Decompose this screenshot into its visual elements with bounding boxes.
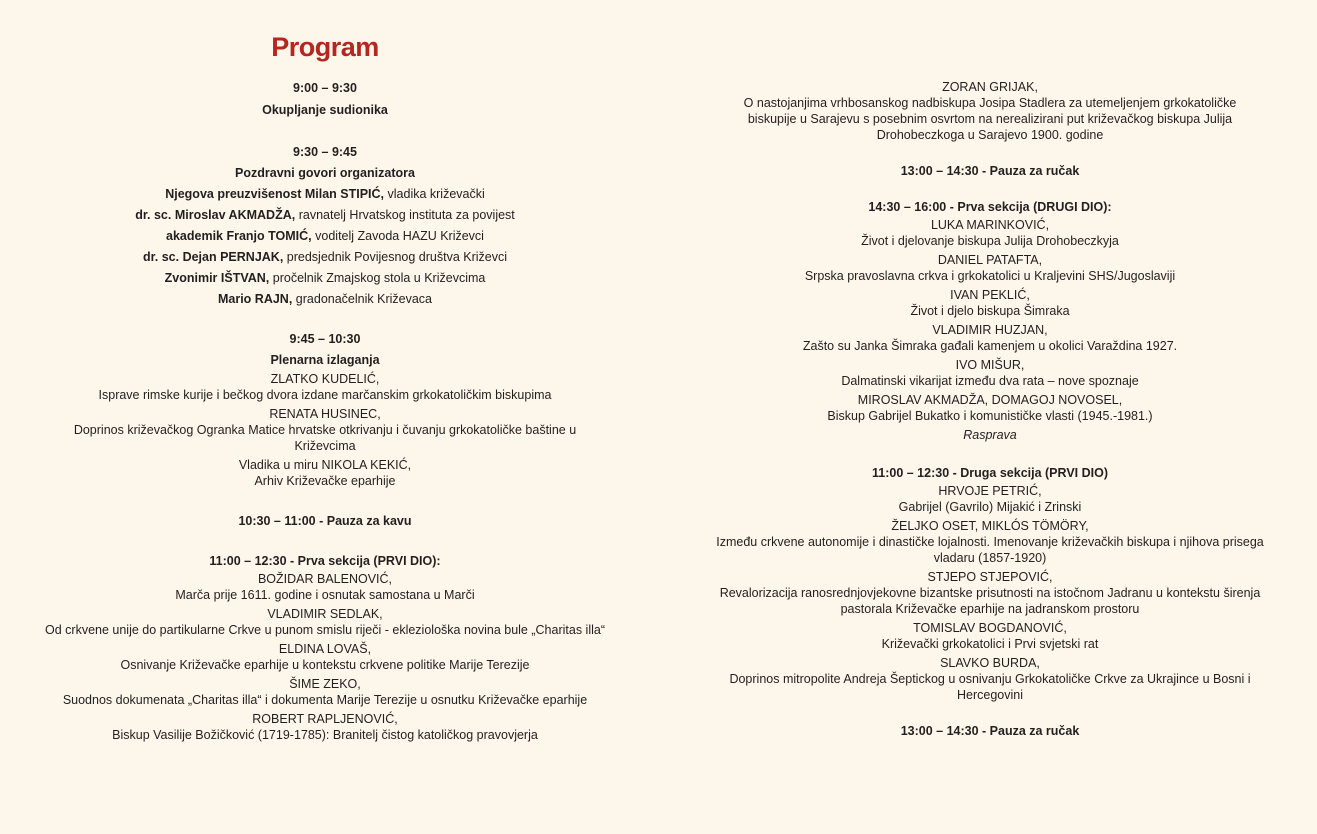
break-slot: 13:00 – 14:30 - Pauza za ručak (900, 164, 1080, 178)
speaker-name: ZLATKO KUDELIĆ, (270, 372, 380, 386)
speaker-role: pročelnik Zmajskog stola u Križevcima (272, 271, 486, 285)
time-slot: 9:45 – 10:30 (289, 332, 361, 346)
talk-title: Doprinos križevačkog Ogranka Matice hrvatske otkrivanju i čuvanju grkokatoličke baštine u Križevcima (73, 423, 577, 453)
left-column (25, 0, 625, 743)
discussion-label: Rasprava (963, 428, 1017, 442)
speaker-name: Mario RAJN, (217, 292, 293, 306)
speaker-role: voditelj Zavoda HAZU Križevci (315, 229, 484, 243)
section-header: 11:00 – 12:30 - Druga sekcija (PRVI DIO) (872, 466, 1108, 480)
list-item (25, 270, 625, 286)
speaker-name: VLADIMIR HUZJAN, (932, 323, 1048, 337)
speaker-name: HRVOJE PETRIĆ, (938, 484, 1042, 498)
list-item (25, 228, 625, 244)
speaker-name: Zvonimir IŠTVAN, (164, 271, 270, 285)
session-title: Pozdravni govori organizatora (235, 166, 415, 180)
speaker-name: DANIEL PATAFTA, (937, 253, 1043, 267)
speaker-name: Vladika u miru NIKOLA KEKIĆ, (238, 458, 412, 472)
talk-title: Osnivanje Križevačke eparhije u kontekstu crkvene politike Marije Terezije (120, 658, 530, 672)
speaker-name: Njegova preuzvišenost Milan STIPIĆ, (165, 187, 385, 201)
page-title: Program (271, 32, 379, 62)
section-header: 11:00 – 12:30 - Prva sekcija (PRVI DIO): (209, 554, 441, 568)
talk-title: Biskup Gabrijel Bukatko i komunističke vlasti (1945.-1981.) (827, 409, 1153, 423)
talk-title: Srpska pravoslavna crkva i grkokatolici u Kraljevini SHS/Jugoslaviji (804, 269, 1176, 283)
speaker-role: vladika križevački (387, 187, 485, 201)
speaker-name: dr. sc. Miroslav AKMADŽA, (135, 208, 296, 222)
greetings-list (25, 186, 625, 307)
talk-title: Marča prije 1611. godine i osnutak samostana u Marči (175, 588, 475, 602)
talk-title: Revalorizacija ranosrednjovjekovne bizantske prisutnosti na istočnom Jadranu u kontekstu širenja pastorala Križevačke eparhije na jadranskom prostoru (719, 586, 1261, 616)
talk-title: Od crkvene unije do partikularne Crkve u punom smislu riječi - ekleziološka novina bule „Charitas illa“ (45, 623, 605, 637)
speaker-role: predsjednik Povijesnog društva Križevci (286, 250, 508, 264)
speaker-name: SLAVKO BURDA, (940, 656, 1040, 670)
talk-title: Suodnos dokumenata „Charitas illa“ i dokumenta Marije Terezije u osnutku Križevačke eparhije (62, 693, 588, 707)
speaker-name: RENATA HUSINEC, (269, 407, 381, 421)
time-slot: 9:30 – 9:45 (293, 145, 357, 159)
speaker-name: akademik Franjo TOMIĆ, (166, 229, 312, 243)
speaker-name: MIROSLAV AKMADŽA, DOMAGOJ NOVOSEL, (857, 393, 1123, 407)
talk-title: Arhiv Križevačke eparhije (254, 474, 396, 488)
talk-title: Dalmatinski vikarijat između dva rata – nove spoznaje (841, 374, 1139, 388)
speaker-role: gradonačelnik Križevaca (295, 292, 432, 306)
talk-title: Život i djelovanje biskupa Julija Drohobeczkyja (861, 234, 1119, 248)
list-item (25, 249, 625, 265)
speaker-name: ŽELJKO OSET, MIKLÓS TÖMÖRY, (891, 519, 1089, 533)
section-header: 14:30 – 16:00 - Prva sekcija (DRUGI DIO): (868, 200, 1112, 214)
speaker-name: ROBERT RAPLJENOVIĆ, (252, 712, 398, 726)
talk-title: Zašto su Janka Šimraka gađali kamenjem u okolici Varaždina 1927. (802, 339, 1178, 353)
speaker-role: ravnatelj Hrvatskog instituta za povijest (298, 208, 515, 222)
talk-title: O nastojanjima vrhbosanskog nadbiskupa Josipa Stadlera za utemeljenjem grkokatoličke biskupije u Sarajevu s posebnim osvrtom na nerealizirani put križevačkog biskupa Julija Drohobeczkoga u Sarajevo 1900. godine (743, 96, 1237, 142)
speaker-name: STJEPO STJEPOVIĆ, (927, 570, 1053, 584)
session-title: Plenarna izlaganja (270, 353, 380, 367)
list-item (25, 186, 625, 202)
speaker-name: ZORAN GRIJAK, (942, 80, 1038, 94)
right-column (690, 0, 1290, 739)
list-item (25, 291, 625, 307)
speaker-name: VLADIMIR SEDLAK, (267, 607, 383, 621)
talk-title: Biskup Vasilije Božičković (1719-1785): Branitelj čistog katoličkog pravovjerja (112, 728, 538, 742)
talk-title: Život i djelo biskupa Šimraka (910, 304, 1070, 318)
talk-title: Između crkvene autonomije i dinastičke lojalnosti. Imenovanje križevačkih biskupa i njihova prisega vladaru (1857-1920) (716, 535, 1264, 565)
break-slot: 13:00 – 14:30 - Pauza za ručak (900, 724, 1080, 738)
talk-title: Doprinos mitropolite Andreja Šeptickog u osnivanju Grkokatoličke Crkve za Ukrajince u Bosni i Hercegovini (729, 672, 1251, 702)
speaker-name: IVAN PEKLIĆ, (950, 288, 1030, 302)
break-slot: 10:30 – 11:00 - Pauza za kavu (238, 514, 412, 528)
speaker-name: LUKA MARINKOVIĆ, (930, 218, 1050, 232)
speaker-name: ELDINA LOVAŠ, (278, 642, 372, 656)
time-slot: 9:00 – 9:30 (293, 81, 357, 95)
speaker-name: BOŽIDAR BALENOVIĆ, (257, 572, 393, 586)
session-title: Okupljanje sudionika (262, 103, 388, 117)
speaker-name: dr. sc. Dejan PERNJAK, (142, 250, 284, 264)
list-item (25, 207, 625, 223)
speaker-name: IVO MIŠUR, (955, 358, 1025, 372)
talk-title: Isprave rimske kurije i bečkog dvora izdane marčanskim grkokatoličkim biskupima (98, 388, 552, 402)
speaker-name: ŠIME ZEKO, (289, 677, 361, 691)
talk-title: Gabrijel (Gavrilo) Mijakić i Zrinski (898, 500, 1082, 514)
speaker-name: TOMISLAV BOGDANOVIĆ, (913, 621, 1067, 635)
talk-title: Križevački grkokatolici i Prvi svjetski rat (881, 637, 1099, 651)
